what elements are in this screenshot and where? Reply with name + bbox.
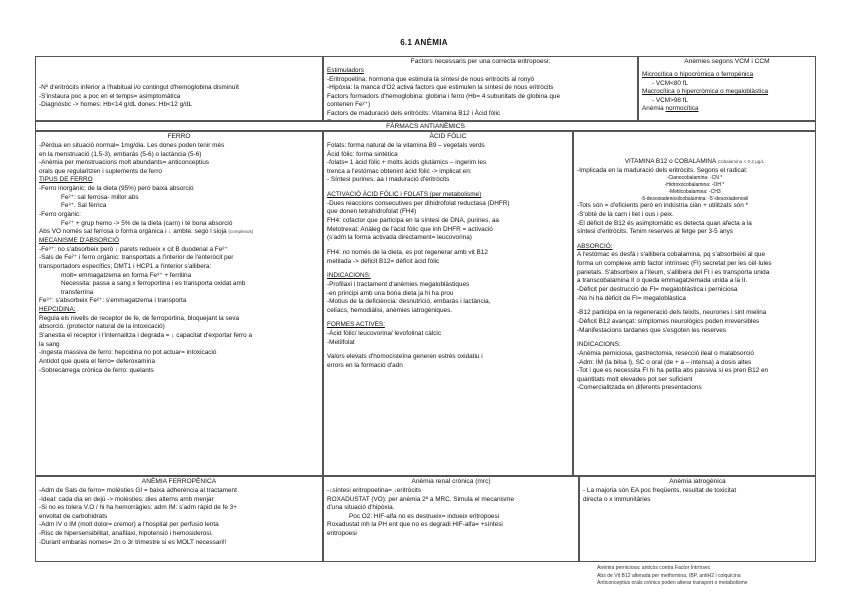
ferro-line: Necessita: passa a sang x ferroportina i es transporta oxidat amb (61, 280, 246, 288)
footnotes (597, 565, 748, 588)
factors-header: Factors necessaris per una correcta eritropoesi: (410, 58, 551, 65)
ferro-line: transferrina (61, 288, 94, 296)
renal-line: ROXADUSTAT (VO): per anèmia 2ª a MRC. Simula el mecanisme (327, 495, 515, 503)
folic-line: - Síntesi purines, aa i maduració d'eritròcits (327, 176, 450, 184)
b12-indicacions-heading: INDICACIONS: (577, 341, 621, 349)
b12-line: síntesi d'eritròcits. Tenim reserves al fetge per 3-5 anys (577, 228, 733, 236)
hepcidina-heading: HEPCIDINA: (39, 306, 76, 314)
b12-radical: -5-desoxiadenosilcobalamina: -5'-desoxiadenosil (640, 195, 749, 202)
iatrogenica-line: directa o x immunitàries (583, 495, 651, 503)
macrocitica-label: Macrocítica o hipercròmica o megaloblàstica (642, 88, 769, 96)
ferro-line: transportadors específics; DMT1 i HCP1 a l'interior s'allibera: (39, 262, 212, 270)
microcitica-value: - VCM<80 fL (652, 79, 689, 87)
microcitica-label: Microcítica o hipocròmica o ferropènica (642, 70, 754, 78)
ferropenica-line: -Si no es tolera V.O / hi ha hemorràgies: adm IM: s'adm ràpid de fe 3+ (39, 504, 237, 512)
b12-line: -Manifestacions tardanes que s'esgoten les reserves (577, 326, 726, 334)
macrocitica-value: - VCM>98 fL (652, 96, 689, 104)
folic-line: Folats: forma natural de la vitamina B9 – vegetals verds (327, 141, 485, 149)
b12-line: -El dèficit de B12 és asimptomàtic es detecta quan afecta a la (577, 219, 752, 227)
b12-header-small: Cobalamina < 0,2 µg/L (717, 159, 765, 164)
tipus-ferro-heading: TIPUS DE FERRO (39, 176, 93, 184)
absorcio-heading: ABSORCIÓ: (577, 242, 613, 250)
footnote: Anticonceptius orals crònics poden alterar transport o metabolisme (597, 580, 748, 587)
ferro-line: -Ingesta massiva de ferro: hepcidina no pot actuar= intoxicació (39, 349, 217, 357)
b12-line: -Dèficit per destrucció de FI= megaloblàstica i perniciosa (577, 286, 738, 294)
renal-line: -↓síntesi eritropoetina= ↓eritròcits (327, 486, 421, 494)
b12-header: VITAMINA B12 o COBALAMINA (624, 158, 716, 165)
folic-line: Àcid fòlic: forma sintètica (327, 150, 398, 158)
folic-line: (s'adm la forma activada directament= leucovorina) (327, 234, 472, 242)
vcm-header: Anèmies segons VCM i CCM (684, 58, 770, 65)
folic-line: -Àcid fòlic/ leucovorina/ levofolinat càlcic (327, 330, 442, 338)
folic-line: celíacs, hemodiàlisi, anèmies iatrogèniques. (327, 306, 453, 314)
ferro-line: Fe²⁺ + grup hemo -> 5% de la dieta (carn) i té bona absorció (61, 219, 233, 227)
folic-line: -Profilaxi i tractament d'anèmies megaloblàstiques (327, 280, 470, 288)
b12-line: -No hi ha dèficit de FI= megaloblàstica (577, 294, 686, 302)
b12-line: quantitats molt elevades pot ser suficient (577, 375, 693, 383)
folic-line: metilada -> dèficit B12= dèficit àcid fòlic (327, 257, 440, 265)
ferro-line (39, 228, 319, 237)
ferropenica-cell (35, 476, 323, 562)
renal-line: Roxadustat inh la PH ent que no es degradi HIF-alfa= +síntesi (327, 521, 503, 529)
folic-line: FH4: no només de la dieta, es pot regenerar amb vit B12 (327, 248, 488, 256)
b12-line: -Tots són = d'eficients però en indústria ciàn + utilitzats són * (577, 202, 749, 210)
ferro-line: la sang (39, 340, 60, 348)
renal-line: d'una situació d'hipòxia. (327, 504, 395, 512)
folic-line: trenca a l'estómac obtenint àcid fòlic -> implicat en: (327, 167, 472, 175)
ferro-line: -Sobrecàrrega crònica de ferro: quelants (39, 366, 154, 374)
factor-line: -Eritropoetina: hormona que estimula la síntesi de nous eritròcits al ronyó (327, 75, 535, 83)
b12-radical: -Cianocobalamina: -CN * (666, 175, 723, 182)
definition-line: -Nº d'eritròcits inferior a l'habitual i/o contingut d'hemoglobina disminuït (39, 84, 239, 91)
ferro-line: molt= emmagatzema en forma Fe³⁺ + ferritina (61, 271, 192, 279)
normocitica-line (642, 105, 812, 114)
ferro-line: -Ferro orgànic: (39, 211, 81, 219)
ferro-line: Fe²⁺: sal ferrosa- millor abs (61, 193, 139, 201)
ferro-line: Fe³⁺: s'absorbeix Fe²⁺: s'emmagatzema i transporta (39, 297, 187, 305)
b12-line: -B12 participa en la regeneració dels teixits, neurones i sint mielina (577, 309, 767, 317)
renal-line: eritropoesi (327, 530, 357, 538)
normocitica-prefix: Anèmia (642, 105, 666, 113)
ferro-header: FERRO (167, 133, 191, 140)
b12-line: -Adm: IM (la bilsa l), SC o oral (de + a – intensa) a dosis altes (577, 358, 752, 366)
ferro-line: -Pèrdua en situació normal= 1mg/dia. Les dones poden tenir més (39, 141, 225, 149)
ferro-cell (35, 131, 323, 476)
iatrogenica-header: Anèmia iatrogènica (669, 478, 726, 485)
ferro-line: S'anestia el receptor i l'internalitza i degrada = ↓ capacitat d'exportar ferro a (39, 331, 253, 339)
farmacs-header: FÀRMACS ANTIANÈMICS (35, 121, 816, 131)
folic-indicacions-heading: INDICACIONS: (327, 272, 371, 280)
b12-line: forma un complexe amb factor intrínsec (FI) secretat per les cèl·lules (577, 260, 772, 268)
renal-line: Poc O2: HIF-alfa no es destrueix= indueix eritropoesi (349, 512, 500, 520)
folic-line: errors en la formació d'adn (327, 361, 403, 369)
definition-line: -S'instaura poc a poc en el temps= asimptomàtica (39, 92, 181, 100)
estimuladors-label: Estimuladors (327, 66, 364, 74)
b12-line: parietals. S'absorbeix a l'íleum, s'allibera del FI i es transporta unida (577, 268, 770, 276)
ferropenica-line: -Adm IV o IM (molt dolor= cremor) a l'hospital per perfusió lenta (39, 521, 219, 529)
mecanisme-heading: MECANISME D'ABSORCIÓ (39, 236, 120, 244)
ferro-abs-text: Abs VO només sal ferrosa o forma orgànica i ↓ ambte. sego l sioja (39, 228, 227, 236)
b12-line: -Tot i que es necessita FI hi ha petita abs passiva si es pren B12 en (577, 367, 769, 375)
b12-radical: -Hidroxocobalamina: -OH * (664, 182, 725, 189)
footnote: Abs de Vit B12 alterada per metformina, IBP, antiH2 i colquicina (597, 572, 741, 579)
b12-radical: -Metilcobalamina: -CH3 (668, 188, 721, 195)
ferropenica-line: -Durant embaràs nomes= 2n o 3r trimestre si es MOLT necessari!! (39, 538, 227, 546)
iatrogenica-cell (579, 476, 816, 562)
folic-line: -Metilfolat (327, 338, 355, 346)
factors-cell (323, 56, 638, 121)
b12-line: -S'obté de la carn i llet i ous i peix. (577, 210, 674, 218)
factor-line: -Hipòxia: la manca d'O2 activa factors que estimulen la síntesi de nous eritròcits (327, 84, 554, 92)
ferro-line: Antídot que quela el ferro= deferoxamina (39, 357, 155, 365)
b12-line: -Comercialitzada en diferents presentacions (577, 384, 702, 392)
folic-line: -Dues reaccions consecutives per dihidrofolat reductasa (DHFR) (327, 199, 510, 207)
ferro-line: -Anèmia per menstruacions molt abundants= anticonceptius (39, 159, 209, 167)
vcm-cell (638, 56, 816, 121)
ferropenica-line: -Risc de hipersensibilitat, anafilaxi, hipotensió i hemosiderosi. (39, 530, 213, 538)
normocitica-label: normocítica (665, 105, 699, 113)
folic-line: FH4: cofactor que participa en la síntesi de DNA, purines, aa (327, 217, 499, 225)
renal-header: Anèmia renal crònica (mrc) (411, 478, 491, 485)
b12-title (577, 158, 812, 167)
renal-cell (323, 476, 579, 562)
ferropenica-header: ANÈMIA FERROPÈNICA (141, 478, 217, 485)
folic-line: Metotrexat: Anàleg de l'àcid fòlic que inh DHFR = activació (327, 225, 493, 233)
ferropenica-line: envoltat de carbohidrats (39, 512, 108, 520)
folic-line: -Motius de la deficiència: desnutrició, embaràs i lactància, (327, 298, 491, 306)
folic-line: -folats= 1 àcid fòlic + molts àcids glutàmics – ingerim les (327, 159, 487, 167)
factor-line: Factors formadors d'hemoglobina: globina i ferro (Hb= 4 subunitats de globina que (327, 92, 561, 100)
factor-line: contenen Fe²⁺) (327, 101, 371, 109)
b12-line: a transcobalamina II o queda emmagatzemada unida a la II. (577, 277, 748, 285)
ferro-line: Regula els nivells de receptor de fe, de ferroportina, bloquejant la seva (39, 314, 240, 322)
folic-line: -en principi amb una bona dieta ja hi ha prou (327, 289, 454, 297)
ferro-line: en la menstruació (1,5-3), embaràs (5-6) o lactància (5-6) (39, 150, 202, 158)
ferropenica-line: -Ideal: cada dia en dejú -> molèsties: dies alterns amb menjar (39, 495, 214, 503)
definition-cell (35, 56, 323, 121)
ferro-line: -Ferro inorgànic: de la dieta (95%) però baixa absorció (39, 185, 194, 193)
folic-line: Valors elevats d'homocisteïna generen estrès oxidatiu i (327, 353, 483, 361)
definition-line: -Diagnòstic -> homes: Hb<14 g/dL dones: Hb<12 g/dL (39, 101, 193, 109)
ferro-line: -Fe³⁺: no s'absorbeix però ↓ parets redueix x cit B duodenal a Fe²⁺ (39, 245, 228, 253)
iatrogenica-line: - La majoria són EA poc freqüents, resultat de toxicitat (583, 486, 737, 494)
ferro-line: Fe³⁺. Sal fèrrica (61, 202, 107, 210)
ferro-line: orals que regularitzen i suplements de ferro (39, 167, 162, 175)
formes-actives-heading: FORMES ACTIVES: (327, 321, 385, 329)
b12-line: -Dèficit B12 avançat: símptomes neurològics poden irreversibles (577, 317, 760, 325)
folic-cell (323, 131, 573, 476)
ferropenica-line: -Adm de Sals de ferro= molèsties GI = baixa adherència al tractament (39, 486, 237, 494)
b12-line: -Anèmia perniciosa, gastrectomia, resecció ileal o malabsorció (577, 349, 754, 357)
footnote: Anèmia perniciosa: anticòs contra Factor Intrínsec (597, 565, 711, 571)
b12-line: A l'estómac es desfà i s'allibera cobalamina, pq s'absorbeixi al que (577, 251, 766, 259)
b12-line: -Implicada en la maduració dels eritròcits. Segons el radical: (577, 166, 748, 174)
ferro-line: -Sals de Fe²⁺ i ferro orgànic: transportats a l'interior de l'enteròcit per (39, 254, 234, 262)
ferro-line: absorció. (protector natural de la intoxicació) (39, 323, 165, 331)
folic-header: ÀCID FÒLIC (429, 133, 467, 140)
ferro-small-note: (complexos) (228, 229, 254, 235)
folic-line: que donen tetrahidrofolat (FH4) (327, 208, 417, 216)
b12-cell (573, 131, 816, 476)
activacio-heading: ACTIVACIÓ ÀCID FÒLIC i FOLATS (per metabolisme) (327, 191, 482, 199)
factor-line: Factors de maduració dels eritròcits: Vitamina B12 i Àcid fòlic (327, 110, 501, 118)
page-title: 6.1 ANÈMIA (400, 38, 448, 47)
